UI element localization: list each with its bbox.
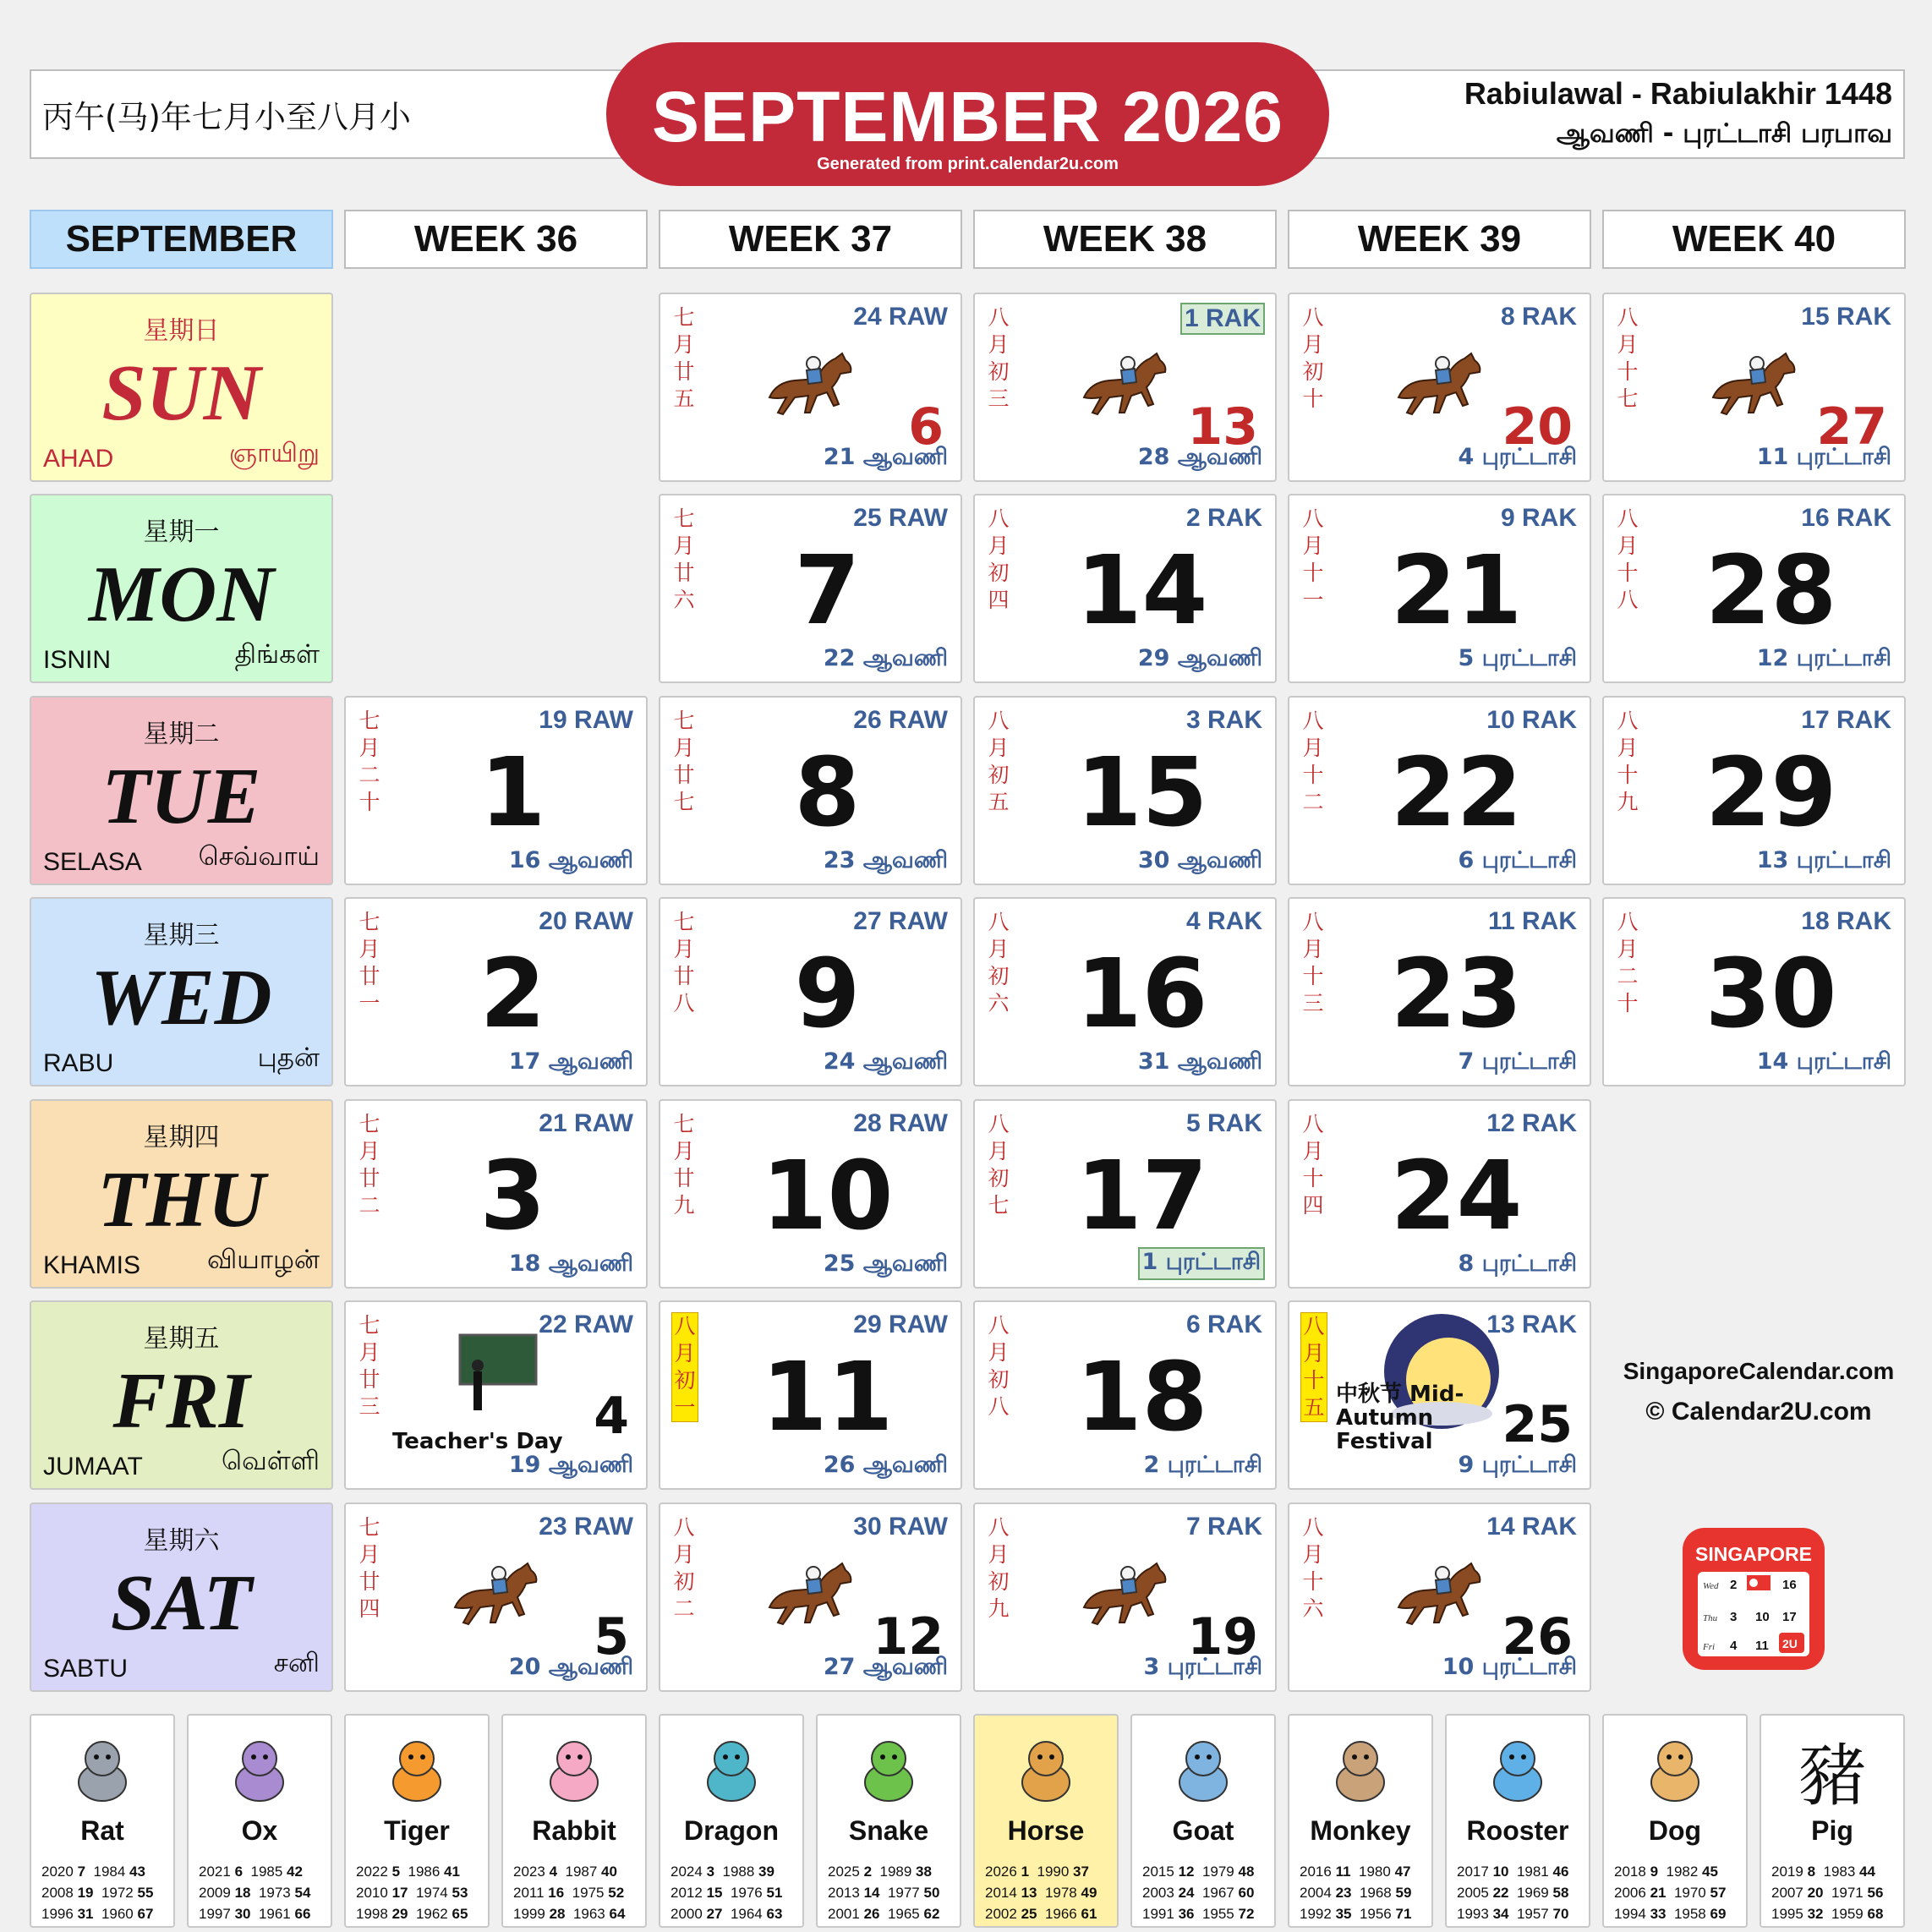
date-cell[interactable] [344, 1099, 648, 1289]
islamic-date: 23 RAW [539, 1513, 633, 1541]
date-cell[interactable] [1288, 1502, 1591, 1692]
date-number: 8 [794, 738, 861, 848]
zodiac-year-row: 1997 30 1961 66 [199, 1906, 311, 1922]
tamil-date: 2 புரட்டாசி [1143, 1452, 1262, 1478]
zodiac-card-rat [30, 1714, 175, 1928]
badge-calendar-icon [1698, 1572, 1809, 1656]
chinese-lunar-date: 七月二十 [358, 709, 380, 814]
tamil-date: 7 புரட்டாசி [1458, 1048, 1577, 1075]
date-number: 18 [1075, 1343, 1208, 1453]
zodiac-name: Monkey [1310, 1815, 1411, 1846]
zodiac-year-row: 2015 12 1979 48 [1142, 1864, 1255, 1880]
snake-icon [818, 1727, 960, 1812]
date-number: 2 [479, 939, 546, 1049]
tamil-month-label: ஆவணி - புரட்டாசி பரபாவ [1556, 118, 1892, 149]
islamic-date: 10 RAK [1486, 706, 1577, 734]
tamil-date: 8 புரட்டாசி [1458, 1251, 1577, 1277]
tamil-date: 31 ஆவணி [1137, 1048, 1262, 1075]
date-cell[interactable] [973, 696, 1277, 885]
date-number: 30 [1705, 939, 1837, 1049]
date-number: 24 [1390, 1141, 1523, 1251]
day-malay: SELASA [43, 848, 142, 876]
chinese-lunar-date: 八月初五 [988, 709, 1010, 814]
month-header: SEPTEMBER [30, 210, 333, 269]
singapore-app-badge [1683, 1528, 1825, 1670]
chinese-lunar-date: 八月初九 [988, 1515, 1010, 1621]
zodiac-name: Dog [1648, 1815, 1702, 1846]
svg-text:10: 10 [1755, 1610, 1770, 1624]
chinese-lunar-date: 七月廿二 [358, 1112, 380, 1218]
zodiac-year-row: 2010 17 1974 53 [356, 1885, 468, 1901]
day-chinese: 星期四 [143, 1123, 220, 1152]
islamic-date: 27 RAW [853, 907, 948, 935]
zodiac-year-row: 2002 25 1966 61 [985, 1906, 1097, 1922]
svg-text:11: 11 [1755, 1639, 1769, 1653]
copyright-credit: © Calendar2U.com [1645, 1398, 1872, 1426]
tamil-date: 13 புரட்டாசி [1756, 847, 1891, 873]
day-label-sat [30, 1502, 333, 1692]
day-english: FRI [112, 1357, 250, 1445]
day-malay: KHAMIS [43, 1251, 141, 1279]
tamil-date: 16 ஆவணி [508, 847, 633, 873]
day-english: MON [88, 550, 275, 638]
day-chinese: 星期三 [143, 921, 220, 950]
zodiac-year-row: 1999 28 1963 64 [513, 1906, 626, 1922]
svg-text:2: 2 [1730, 1578, 1738, 1592]
islamic-date: 22 RAW [539, 1311, 633, 1338]
islamic-date: 29 RAW [853, 1311, 948, 1338]
day-label-sun [30, 293, 333, 482]
date-number: 3 [479, 1141, 546, 1251]
zodiac-year-row: 2008 19 1972 55 [41, 1885, 154, 1901]
horse-racing-icon [758, 1555, 859, 1640]
week-header: WEEK 39 [1288, 210, 1591, 269]
islamic-date: 3 RAK [1185, 706, 1262, 734]
day-chinese: 星期日 [143, 316, 220, 346]
tamil-date: 20 ஆவணி [508, 1654, 633, 1680]
zodiac-year-row: 2023 4 1987 40 [513, 1864, 617, 1880]
chinese-year-label: 丙午(马)年七月小至八月小 [42, 99, 411, 135]
zodiac-year-row: 2019 8 1983 44 [1771, 1864, 1875, 1880]
day-chinese: 星期五 [143, 1324, 220, 1354]
chinese-lunar-date: 七月廿七 [673, 709, 695, 814]
islamic-month-label: Rabiulawal - Rabiulakhir 1448 [1464, 76, 1892, 111]
zodiac-year-row: 2009 18 1973 54 [199, 1885, 311, 1901]
zodiac-year-row: 1991 36 1955 72 [1142, 1906, 1255, 1922]
zodiac-year-row: 2026 1 1990 37 [985, 1864, 1089, 1880]
zodiac-year-row: 2007 20 1971 56 [1771, 1885, 1884, 1901]
islamic-date: 17 RAK [1801, 706, 1891, 734]
horse-racing-icon [1387, 1555, 1488, 1640]
date-number: 19 [1187, 1607, 1258, 1667]
islamic-date: 28 RAW [853, 1109, 948, 1137]
date-number: 7 [794, 536, 861, 646]
date-number: 10 [761, 1141, 894, 1251]
zodiac-year-row: 2005 22 1969 58 [1457, 1885, 1569, 1901]
goat-icon [1132, 1727, 1274, 1812]
day-tamil: வியாழன் [206, 1245, 320, 1275]
zodiac-card-dog [1602, 1714, 1748, 1928]
day-tamil: புதன் [257, 1043, 320, 1073]
chinese-lunar-date: 八月初二 [673, 1515, 695, 1621]
date-cell[interactable] [973, 293, 1277, 482]
islamic-date: 18 RAK [1801, 907, 1891, 935]
tamil-date: 1 புரட்டாசி [1138, 1247, 1265, 1280]
title-banner [606, 42, 1329, 186]
date-number: 4 [594, 1387, 629, 1446]
day-english: THU [97, 1156, 265, 1244]
chinese-lunar-date: 七月廿八 [673, 910, 695, 1015]
chinese-lunar-date: 八月十二 [1302, 709, 1324, 814]
date-cell[interactable] [1602, 494, 1906, 683]
date-cell[interactable] [1602, 293, 1906, 482]
chinese-lunar-date: 八月十一 [1302, 506, 1324, 612]
zodiac-card-goat [1130, 1714, 1276, 1928]
tamil-date: 19 ஆவணி [508, 1452, 633, 1478]
tamil-date: 6 புரட்டாசி [1458, 847, 1577, 873]
tamil-date: 24 ஆவணி [823, 1048, 948, 1075]
islamic-date: 13 RAK [1486, 1311, 1577, 1338]
svg-text:4: 4 [1730, 1639, 1738, 1653]
site-credit: SingaporeCalendar.com [1623, 1358, 1895, 1384]
chinese-lunar-date: 八月十七 [1617, 305, 1639, 411]
zodiac-name: Pig [1811, 1815, 1853, 1846]
date-number: 12 [873, 1607, 944, 1667]
badge-label: SINGAPORE [1694, 1543, 1813, 1565]
horse-racing-icon [1072, 1555, 1174, 1640]
zodiac-card-snake [816, 1714, 961, 1928]
day-english: SUN [101, 349, 261, 437]
zodiac-card-tiger [344, 1714, 490, 1928]
zodiac-year-row: 1992 35 1956 71 [1300, 1906, 1412, 1922]
islamic-date: 7 RAK [1185, 1513, 1262, 1541]
date-cell[interactable] [1288, 293, 1591, 482]
date-cell[interactable] [1288, 897, 1591, 1086]
week-header: WEEK 38 [973, 210, 1277, 269]
chinese-lunar-date: 八月初一 [671, 1312, 698, 1422]
zodiac-name: Rat [80, 1815, 124, 1846]
tamil-date: 22 ஆவணி [823, 645, 948, 671]
islamic-date: 4 RAK [1185, 907, 1262, 935]
week-header: WEEK 37 [659, 210, 962, 269]
day-english: WED [90, 954, 272, 1042]
chinese-lunar-date: 七月廿四 [358, 1515, 380, 1621]
zodiac-card-dragon [659, 1714, 804, 1928]
zodiac-year-row: 2024 3 1988 39 [670, 1864, 774, 1880]
islamic-date: 11 RAK [1487, 907, 1577, 935]
zodiac-year-row: 2025 2 1989 38 [828, 1864, 932, 1880]
chinese-lunar-date: 八月初三 [988, 305, 1010, 411]
dog-icon [1604, 1727, 1746, 1812]
zodiac-name: Dragon [684, 1815, 779, 1846]
islamic-date: 15 RAK [1801, 303, 1891, 331]
date-cell[interactable] [659, 494, 962, 683]
chinese-lunar-date: 八月十五 [1300, 1312, 1327, 1422]
islamic-date: 9 RAK [1500, 504, 1577, 532]
islamic-date: 21 RAW [539, 1109, 633, 1137]
tamil-date: 10 புரட்டாசி [1442, 1654, 1577, 1680]
date-cell[interactable] [1288, 494, 1591, 683]
islamic-date: 8 RAK [1500, 303, 1577, 331]
date-number: 6 [908, 397, 944, 457]
day-tamil: ஞாயிறு [228, 438, 320, 468]
day-english: TUE [101, 753, 261, 840]
zodiac-year-row: 2022 5 1986 41 [356, 1864, 460, 1880]
date-number: 9 [794, 939, 861, 1049]
horse-racing-icon [443, 1555, 545, 1640]
day-chinese: 星期一 [143, 517, 220, 547]
generated-note: Generated from print.calendar2u.com [817, 155, 1119, 173]
date-cell[interactable] [1288, 1099, 1591, 1289]
horse-racing-icon [1701, 345, 1803, 430]
date-cell[interactable] [344, 897, 648, 1086]
chinese-lunar-date: 八月初四 [988, 506, 1010, 612]
day-chinese: 星期二 [143, 720, 220, 749]
svg-text:Thu: Thu [1703, 1613, 1718, 1623]
zodiac-name: Snake [848, 1815, 929, 1846]
date-cell[interactable] [973, 494, 1277, 683]
chinese-lunar-date: 七月廿六 [673, 506, 695, 612]
zodiac-name: Horse [1007, 1815, 1085, 1846]
zodiac-year-row: 1995 32 1959 68 [1771, 1906, 1884, 1922]
zodiac-year-row: 1993 34 1957 70 [1457, 1906, 1569, 1922]
teacher-icon [456, 1332, 540, 1420]
day-label-tue [30, 696, 333, 885]
page-title: SEPTEMBER 2026 [652, 77, 1283, 156]
date-cell[interactable] [1602, 696, 1906, 885]
zodiac-year-row: 2004 23 1968 59 [1300, 1885, 1412, 1901]
day-malay: JUMAAT [43, 1453, 143, 1480]
date-number: 26 [1502, 1607, 1573, 1667]
day-tamil: சனி [273, 1648, 320, 1678]
zodiac-year-row: 2003 24 1967 60 [1142, 1885, 1255, 1901]
svg-text:3: 3 [1730, 1610, 1738, 1624]
rat-icon [31, 1727, 173, 1812]
monkey-icon [1289, 1727, 1431, 1812]
date-cell[interactable] [659, 1300, 962, 1490]
islamic-date: 1 RAK [1180, 303, 1265, 335]
svg-text:17: 17 [1782, 1610, 1797, 1624]
tamil-date: 17 ஆவணி [508, 1048, 633, 1075]
holiday-name: 中秋节 Mid-Autumn Festival [1336, 1382, 1464, 1454]
day-malay: AHAD [43, 445, 114, 473]
date-cell[interactable] [1288, 696, 1591, 885]
horse-racing-icon [1072, 345, 1174, 430]
zodiac-year-row: 2013 14 1977 50 [828, 1885, 940, 1901]
chinese-lunar-date: 八月初七 [988, 1112, 1010, 1218]
chinese-lunar-date: 八月初八 [988, 1313, 1010, 1419]
date-cell[interactable] [973, 1502, 1277, 1692]
date-cell[interactable] [659, 696, 962, 885]
ox-icon [189, 1727, 331, 1812]
svg-text:Wed: Wed [1703, 1581, 1719, 1591]
chinese-lunar-date: 八月十八 [1617, 506, 1639, 612]
zodiac-year-row: 2020 7 1984 43 [41, 1864, 145, 1880]
zodiac-name: Rooster [1466, 1815, 1569, 1846]
date-number: 23 [1390, 939, 1523, 1049]
chinese-lunar-date: 八月十九 [1617, 709, 1639, 814]
date-number: 22 [1390, 738, 1523, 848]
rooster-icon [1447, 1727, 1589, 1812]
rabbit-icon [503, 1727, 645, 1812]
svg-text:16: 16 [1782, 1578, 1797, 1592]
week-header: WEEK 40 [1602, 210, 1906, 269]
date-cell[interactable] [344, 1300, 648, 1490]
date-number: 28 [1705, 536, 1837, 646]
chinese-lunar-date: 八月十六 [1302, 1515, 1324, 1621]
zodiac-card-rooster [1445, 1714, 1590, 1928]
zodiac-card-monkey [1288, 1714, 1433, 1928]
date-number: 25 [1502, 1395, 1573, 1454]
islamic-date: 2 RAK [1185, 504, 1262, 532]
day-chinese: 星期六 [143, 1526, 220, 1556]
zodiac-year-row: 2021 6 1985 42 [199, 1864, 303, 1880]
chinese-lunar-date: 八月初十 [1302, 305, 1324, 411]
day-tamil: வெள்ளி [221, 1446, 320, 1476]
horse-icon [975, 1727, 1117, 1812]
zodiac-name: Goat [1172, 1815, 1234, 1846]
zodiac-year-row: 2017 10 1981 46 [1457, 1864, 1569, 1880]
week-header: WEEK 36 [344, 210, 648, 269]
tamil-date: 23 ஆவணி [823, 847, 948, 873]
horse-racing-icon [758, 345, 859, 430]
chinese-lunar-date: 八月十三 [1302, 910, 1324, 1015]
islamic-date: 14 RAK [1486, 1513, 1577, 1541]
date-cell[interactable] [659, 897, 962, 1086]
tamil-date: 27 ஆவணி [823, 1654, 948, 1680]
islamic-date: 26 RAW [853, 706, 948, 734]
islamic-date: 30 RAW [853, 1513, 948, 1541]
chinese-lunar-date: 七月廿三 [358, 1313, 380, 1419]
horse-racing-icon [1387, 345, 1488, 430]
day-malay: RABU [43, 1049, 114, 1077]
tamil-date: 14 புரட்டாசி [1756, 1048, 1891, 1075]
tamil-date: 21 ஆவணி [823, 444, 948, 470]
chinese-lunar-date: 八月二十 [1617, 910, 1639, 1015]
zodiac-name: Rabbit [532, 1815, 616, 1846]
date-cell[interactable] [973, 1300, 1277, 1490]
day-tamil: திங்கள் [234, 639, 320, 670]
zodiac-year-row: 2012 15 1976 51 [670, 1885, 783, 1901]
date-number: 17 [1075, 1141, 1208, 1251]
date-cell[interactable] [344, 696, 648, 885]
tiger-icon [346, 1727, 488, 1812]
holiday-name: Teacher's Day [392, 1429, 563, 1454]
tamil-date: 18 ஆவணி [508, 1251, 633, 1277]
day-malay: SABTU [43, 1655, 129, 1683]
zodiac-year-row: 2016 11 1980 47 [1300, 1864, 1411, 1880]
date-number: 20 [1502, 397, 1573, 457]
day-malay: ISNIN [43, 646, 112, 674]
zodiac-year-row: 1998 29 1962 65 [356, 1906, 468, 1922]
zodiac-year-row: 2011 16 1975 52 [513, 1885, 625, 1901]
date-number: 21 [1390, 536, 1523, 646]
svg-text:Fri: Fri [1703, 1642, 1716, 1652]
date-number: 15 [1075, 738, 1208, 848]
zodiac-card-horse [973, 1714, 1119, 1928]
date-number: 16 [1075, 939, 1208, 1049]
tamil-date: 12 புரட்டாசி [1756, 645, 1891, 671]
date-cell[interactable] [659, 1502, 962, 1692]
tamil-date: 9 புரட்டாசி [1458, 1452, 1577, 1478]
day-label-mon [30, 494, 333, 683]
chinese-lunar-date: 七月廿九 [673, 1112, 695, 1218]
chinese-lunar-date: 七月廿五 [673, 305, 695, 411]
date-cell[interactable] [973, 1099, 1277, 1289]
zodiac-year-row: 2018 9 1982 45 [1614, 1864, 1718, 1880]
day-english: SAT [110, 1559, 253, 1647]
zodiac-year-row: 2014 13 1978 49 [985, 1885, 1097, 1901]
islamic-date: 16 RAK [1801, 504, 1891, 532]
zodiac-name: Ox [241, 1815, 278, 1846]
islamic-date: 6 RAK [1185, 1311, 1262, 1338]
day-label-thu [30, 1099, 333, 1289]
date-number: 27 [1816, 397, 1887, 457]
chinese-lunar-date: 七月廿一 [358, 910, 380, 1015]
tamil-date: 26 ஆவணி [823, 1452, 948, 1478]
date-cell[interactable] [659, 1099, 962, 1289]
date-number: 1 [479, 738, 546, 848]
zodiac-card-rabbit [501, 1714, 647, 1928]
zodiac-year-row: 1996 31 1960 67 [41, 1906, 154, 1922]
tamil-date: 4 புரட்டாசி [1458, 444, 1577, 470]
date-number: 14 [1075, 536, 1208, 646]
tamil-date: 5 புரட்டாசி [1458, 645, 1577, 671]
islamic-date: 12 RAK [1486, 1109, 1577, 1137]
date-number: 13 [1187, 397, 1258, 457]
day-label-wed [30, 897, 333, 1086]
tamil-date: 25 ஆவணி [823, 1251, 948, 1277]
tamil-date: 11 புரட்டாசி [1756, 444, 1891, 470]
date-number: 5 [594, 1607, 629, 1667]
zodiac-year-row: 2001 26 1965 62 [828, 1906, 940, 1922]
day-label-fri [30, 1300, 333, 1490]
islamic-date: 24 RAW [853, 303, 948, 331]
chinese-lunar-date: 八月十四 [1302, 1112, 1324, 1218]
pig-glyph-icon: 豬 [1798, 1736, 1866, 1815]
date-cell[interactable] [1288, 1300, 1591, 1490]
tamil-date: 29 ஆவணி [1137, 645, 1262, 671]
dragon-icon [660, 1727, 802, 1812]
zodiac-card-pig [1760, 1714, 1905, 1928]
islamic-date: 5 RAK [1185, 1109, 1262, 1137]
zodiac-year-row: 2000 27 1964 63 [670, 1906, 783, 1922]
date-cell[interactable] [1602, 897, 1906, 1086]
date-number: 11 [761, 1343, 894, 1453]
day-tamil: செவ்வாய் [198, 841, 320, 872]
tamil-date: 30 ஆவணி [1137, 847, 1262, 873]
zodiac-name: Tiger [384, 1815, 450, 1846]
zodiac-year-row: 1994 33 1958 69 [1614, 1906, 1727, 1922]
tamil-date: 3 புரட்டாசி [1143, 1654, 1262, 1680]
zodiac-year-row: 2006 21 1970 57 [1614, 1885, 1727, 1901]
islamic-date: 19 RAW [539, 706, 633, 734]
zodiac-card-ox [187, 1714, 332, 1928]
date-cell[interactable] [344, 1502, 648, 1692]
date-cell[interactable] [973, 897, 1277, 1086]
chinese-lunar-date: 八月初六 [988, 910, 1010, 1015]
islamic-date: 25 RAW [853, 504, 948, 532]
date-cell[interactable] [659, 293, 962, 482]
date-number: 29 [1705, 738, 1837, 848]
islamic-date: 20 RAW [539, 907, 633, 935]
svg-text:2U: 2U [1782, 1637, 1798, 1650]
tamil-date: 28 ஆவணி [1137, 444, 1262, 470]
